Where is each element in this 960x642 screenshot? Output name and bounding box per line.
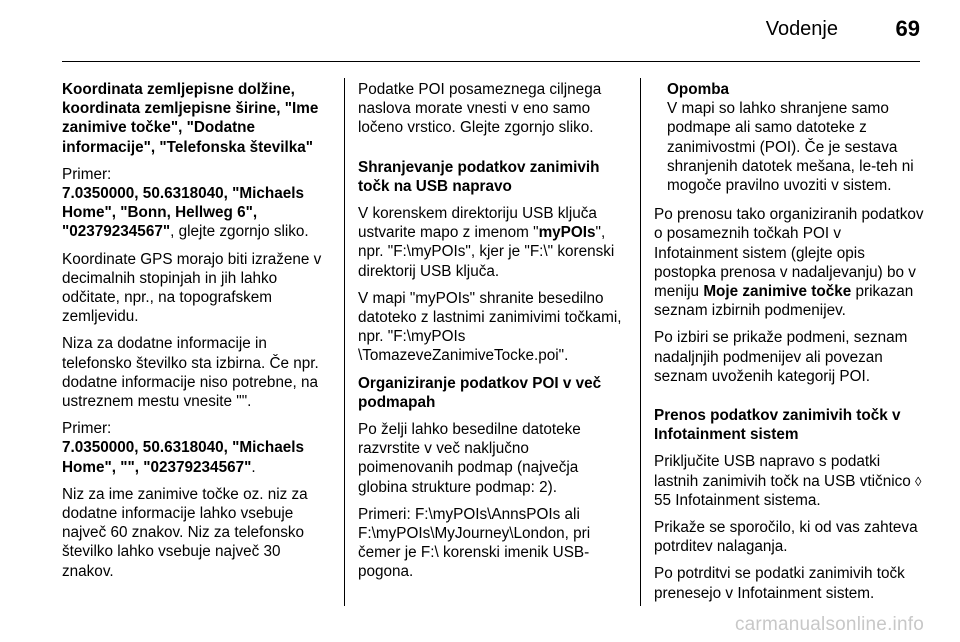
connect-text-end: 55 Infotainment sistema. [654, 491, 821, 509]
column-divider [640, 78, 641, 606]
example-paragraph [62, 165, 332, 242]
gps-paragraph: Koordinate GPS morajo biti izražene v decimalnih stopinjah in jih lahko odčitate, npr., na topografskem zemljevidu. [62, 250, 322, 326]
file-paragraph: V mapi "myPOIs" shranite besedilno datoteko z lastnimi zanimivimi točkami, npr. "F:\myPOIs \TomazeveZanimiveTocke.poi". [358, 289, 622, 365]
example-value: 7.0350000, 50.6318040, "Michaels Home", "", "02379234567" [62, 439, 304, 476]
connect-text: Priključite USB napravo s podatki lastnih zanimivih točk na USB vtičnico [654, 453, 916, 490]
column-right [654, 80, 924, 611]
section-title: Vodenje [765, 18, 838, 40]
format-description: Koordinata zemljepisne dolžine, koordinata zemljepisne širine, "Ime zanimive točke", "Dodatne informacije", "Telefonska številka" [62, 81, 319, 156]
example-label: Primer: [62, 420, 112, 438]
page-number: 69 [895, 16, 920, 41]
usb-save-heading: Shranjevanje podatkov zanimivih točk na USB napravo [358, 158, 600, 195]
folder-text: V korenskem direktoriju USB ključa ustvarite mapo z imenom " [358, 205, 597, 242]
subfolders-paragraph: Po želji lahko besedilne datoteke razvrstite v več naključno poimenovanih podmap (največja globina strukture podmap: 2). [358, 421, 581, 496]
column-divider [344, 78, 345, 606]
note-box [654, 80, 924, 195]
confirm-paragraph: Po potrditvi se podatki zanimivih točk prenesejo v Infotainment sistem. [654, 565, 905, 602]
example-paragraph-2 [62, 419, 332, 477]
header-rule [62, 61, 920, 62]
submenu-paragraph: Po izbiri se prikaže podmeni, seznam nadaljnjih podmenijev ali povezan seznam uvoženih kategorij POI. [654, 329, 908, 385]
menu-name: Moje zanimive točke [703, 283, 852, 301]
page-header [0, 0, 960, 62]
note [667, 80, 924, 195]
example-tail: , glejte zgornjo sliko. [170, 223, 309, 241]
menu-paragraph [654, 205, 924, 320]
length-paragraph: Niz za ime zanimive točke oz. niz za dodatne informacije lahko vsebuje največ 60 znakov. Niz za telefonsko številko lahko vsebuje največ 30 znakov. [62, 485, 308, 580]
folder-paragraph [358, 204, 628, 281]
examples-paragraph: Primeri: F:\myPOIs\AnnsPOIs ali F:\myPOIs\MyJourney\London, pri čemer je F:\ korenski imenik USB-pogona. [358, 505, 591, 581]
menu-text: Po prenosu tako organiziranih podatkov o posameznih točkah POI v Infotainment sistem (glejte opis postopka prenosa v nadaljevanju) bo v meniju [654, 206, 924, 301]
reference-arrow-icon: ◊ [915, 473, 922, 489]
poi-line-paragraph: Podatke POI posameznega ciljnega naslova morate vnesti v eno samo ločeno vrstico. Glejte zgornjo sliko. [358, 81, 602, 137]
column-left [62, 80, 332, 589]
folder-text-end: ", npr. "F:\myPOIs", kjer je "F:\" korenski direktorij USB ključa. [358, 224, 615, 280]
watermark: carmanualsonline.info [734, 614, 924, 635]
transfer-heading: Prenos podatkov zanimivih točk v Infotainment sistem [654, 407, 901, 444]
note-text: V mapi so lahko shranjene samo podmape ali samo datoteke z zanimivostmi (POI). Če je sestava shranjenih datotek mešana, le-teh ni mogoče pravilno uvoziti v sistem. [667, 100, 914, 195]
folder-name: myPOIs [538, 224, 596, 242]
example-tail: . [251, 458, 256, 476]
connect-paragraph [654, 452, 924, 510]
subfolders-heading: Organiziranje podatkov POI v več podmapah [358, 374, 602, 411]
message-paragraph: Prikaže se sporočilo, ki od vas zahteva potrditev nalaganja. [654, 519, 918, 556]
column-middle [358, 80, 628, 590]
optional-paragraph: Niza za dodatne informacije in telefonsko številko sta izbirna. Če npr. dodatne informacije niso potrebne, na ustreznem mestu vnesite "". [62, 335, 319, 411]
note-title: Opomba [667, 81, 730, 98]
example-label: Primer: [62, 165, 112, 183]
menu-text-end: prikazan seznam izbirnih podmenijev. [654, 283, 914, 320]
example-value: 7.0350000, 50.6318040, "Michaels Home", "Bonn, Hellweg 6", "02379234567" [62, 185, 304, 241]
